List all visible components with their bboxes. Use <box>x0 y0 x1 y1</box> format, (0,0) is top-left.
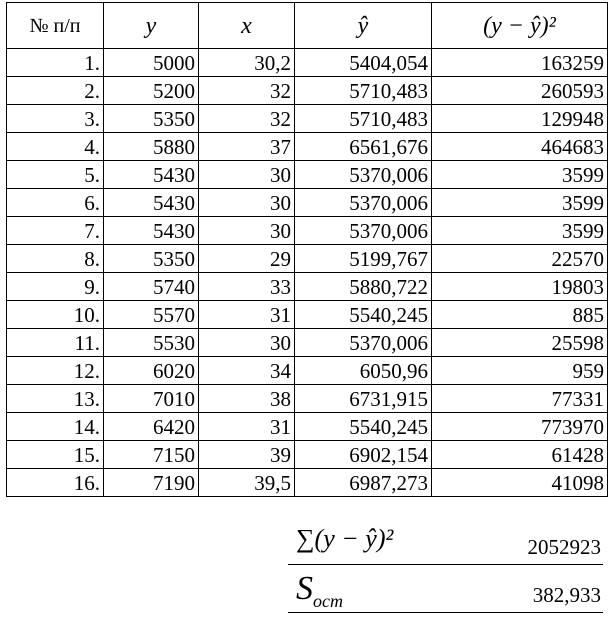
index-cell: 12. <box>7 357 104 385</box>
x-cell: 39 <box>199 441 295 469</box>
header-y: y <box>104 3 199 49</box>
squared-residual-cell: 959 <box>432 357 608 385</box>
header-x: x <box>199 3 295 49</box>
index-cell: 6. <box>7 189 104 217</box>
y-cell: 5570 <box>104 301 199 329</box>
residual-std-value: 382,933 <box>532 583 601 607</box>
index-cell: 10. <box>7 301 104 329</box>
y-cell: 5880 <box>104 133 199 161</box>
squared-residual-cell: 464683 <box>432 133 608 161</box>
y-cell: 7010 <box>104 385 199 413</box>
index-cell: 5. <box>7 161 104 189</box>
squared-residual-cell: 3599 <box>432 217 608 245</box>
x-cell: 32 <box>199 105 295 133</box>
y-cell: 5430 <box>104 161 199 189</box>
x-cell: 38 <box>199 385 295 413</box>
x-cell: 33 <box>199 273 295 301</box>
squared-residual-cell: 19803 <box>432 273 608 301</box>
y-hat-cell: 5540,245 <box>295 413 432 441</box>
y-hat-cell: 5710,483 <box>295 105 432 133</box>
table-row <box>7 357 608 385</box>
squared-residual-cell: 163259 <box>432 49 608 77</box>
squared-residual-cell: 129948 <box>432 105 608 133</box>
y-hat-cell: 5370,006 <box>295 189 432 217</box>
table-row <box>7 189 608 217</box>
y-cell: 5430 <box>104 189 199 217</box>
x-cell: 32 <box>199 77 295 105</box>
residual-std-subscript: ост <box>313 591 343 611</box>
y-hat-cell: 5370,006 <box>295 329 432 357</box>
table-row <box>7 441 608 469</box>
header-squared-residual: (y − ŷ)² <box>432 3 608 49</box>
index-cell: 11. <box>7 329 104 357</box>
index-cell: 7. <box>7 217 104 245</box>
x-cell: 37 <box>199 133 295 161</box>
y-hat-cell: 5404,054 <box>295 49 432 77</box>
y-cell: 6020 <box>104 357 199 385</box>
y-hat-cell: 6561,676 <box>295 133 432 161</box>
x-cell: 30 <box>199 161 295 189</box>
sum-of-squares-value: 2052923 <box>527 535 601 559</box>
y-cell: 5200 <box>104 77 199 105</box>
x-cell: 30,2 <box>199 49 295 77</box>
table-row <box>7 469 608 497</box>
x-cell: 30 <box>199 329 295 357</box>
header-y-hat: ŷ <box>295 3 432 49</box>
squared-residual-cell: 41098 <box>432 469 608 497</box>
y-cell: 6420 <box>104 413 199 441</box>
y-hat-cell: 6987,273 <box>295 469 432 497</box>
y-hat-cell: 5540,245 <box>295 301 432 329</box>
table-row <box>7 329 608 357</box>
x-cell: 34 <box>199 357 295 385</box>
y-hat-cell: 5199,767 <box>295 245 432 273</box>
index-cell: 2. <box>7 77 104 105</box>
x-cell: 31 <box>199 413 295 441</box>
y-hat-cell: 5880,722 <box>295 273 432 301</box>
index-cell: 15. <box>7 441 104 469</box>
y-cell: 5430 <box>104 217 199 245</box>
y-hat-cell: 6731,915 <box>295 385 432 413</box>
x-cell: 39,5 <box>199 469 295 497</box>
table-row <box>7 77 608 105</box>
y-hat-cell: 6902,154 <box>295 441 432 469</box>
index-cell: 4. <box>7 133 104 161</box>
x-cell: 31 <box>199 301 295 329</box>
residual-std-symbol: S <box>296 570 313 607</box>
y-cell: 5350 <box>104 105 199 133</box>
sum-of-squares-label: ∑(y − ŷ)² <box>296 524 394 553</box>
y-cell: 5000 <box>104 49 199 77</box>
table-row <box>7 245 608 273</box>
table-row <box>7 301 608 329</box>
y-cell: 5530 <box>104 329 199 357</box>
index-cell: 8. <box>7 245 104 273</box>
index-cell: 14. <box>7 413 104 441</box>
y-hat-cell: 5370,006 <box>295 217 432 245</box>
squared-residual-cell: 77331 <box>432 385 608 413</box>
squared-residual-cell: 25598 <box>432 329 608 357</box>
squared-residual-cell: 3599 <box>432 189 608 217</box>
table-row <box>7 413 608 441</box>
table-row <box>7 273 608 301</box>
squared-residual-cell: 61428 <box>432 441 608 469</box>
header-row <box>7 3 608 49</box>
x-cell: 29 <box>199 245 295 273</box>
index-cell: 9. <box>7 273 104 301</box>
regression-table <box>6 2 608 497</box>
y-hat-cell: 6050,96 <box>295 357 432 385</box>
table-row <box>7 161 608 189</box>
squared-residual-cell: 885 <box>432 301 608 329</box>
y-cell: 7150 <box>104 441 199 469</box>
squared-residual-cell: 22570 <box>432 245 608 273</box>
x-cell: 30 <box>199 189 295 217</box>
squared-residual-cell: 260593 <box>432 77 608 105</box>
header-index: № п/п <box>7 3 104 49</box>
y-hat-cell: 5710,483 <box>295 77 432 105</box>
index-cell: 1. <box>7 49 104 77</box>
squared-residual-cell: 3599 <box>432 161 608 189</box>
table-row <box>7 133 608 161</box>
y-cell: 7190 <box>104 469 199 497</box>
sum-of-squares-row <box>288 520 603 565</box>
table-row <box>7 49 608 77</box>
y-hat-cell: 5370,006 <box>295 161 432 189</box>
index-cell: 16. <box>7 469 104 497</box>
index-cell: 13. <box>7 385 104 413</box>
table-row <box>7 217 608 245</box>
table-row <box>7 385 608 413</box>
y-cell: 5740 <box>104 273 199 301</box>
squared-residual-cell: 773970 <box>432 413 608 441</box>
index-cell: 3. <box>7 105 104 133</box>
table-body <box>7 49 608 497</box>
x-cell: 30 <box>199 217 295 245</box>
residual-std-row <box>288 568 603 613</box>
table-row <box>7 105 608 133</box>
y-cell: 5350 <box>104 245 199 273</box>
residual-std-label <box>296 570 343 611</box>
